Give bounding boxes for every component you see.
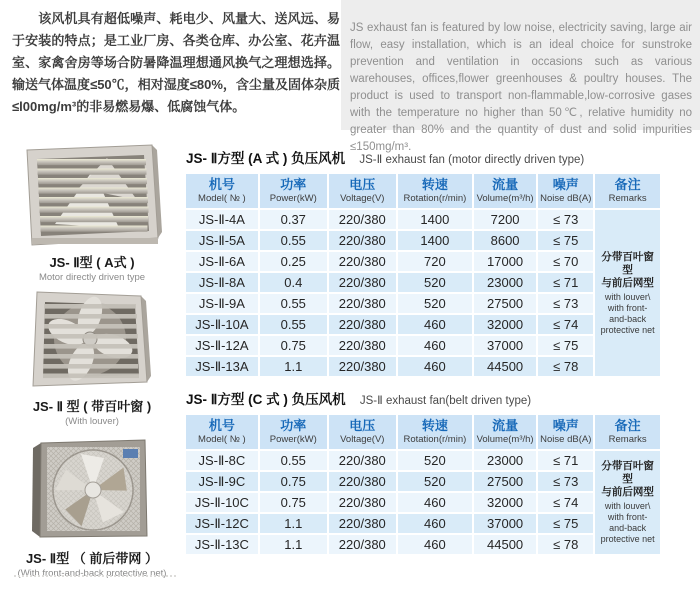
table-c-title [186, 387, 664, 409]
table-row [185, 471, 661, 492]
product-block-a-type [0, 142, 184, 283]
cell-voltage: 220/380 [328, 534, 397, 555]
remarks-line-cn: 与前后网型 [601, 486, 654, 498]
remarks-line-en: with louver\ [604, 291, 651, 302]
column-header-volume: 流量 Volume(m³/h) [473, 173, 537, 209]
cell-volume: 27500 [473, 293, 537, 314]
cell-voltage: 220/380 [328, 272, 397, 293]
table-a-title [186, 146, 664, 168]
fan-image-protective-net [0, 436, 184, 544]
cell-model: JS-Ⅱ-13C [185, 534, 259, 555]
cell-voltage: 220/380 [328, 335, 397, 356]
cell-model: JS-Ⅱ-6A [185, 251, 259, 272]
intro-chinese-paragraph: 该风机具有超低噪声、耗电少、风量大、送风远、易于安装的特点；是工业厂房、各类仓库、办公室、花卉温室、家禽舍房等场合防暑降温理想通风换气之理想选择。输送气体温度≤50℃，相对湿度≤80%，含尘量及固体杂质≤l00mg/m³的非易燃易爆、低腐蚀气体。 [12, 11, 340, 114]
cell-power: 0.37 [259, 209, 328, 230]
product-caption-a-type-en: Motor directly driven type [38, 272, 146, 283]
table-row [185, 356, 661, 377]
fan-image-a-type [0, 142, 184, 248]
cell-volume: 27500 [473, 471, 537, 492]
column-header-power: 功率 Power(kW) [259, 414, 328, 450]
column-header-voltage: 电压 Voltage(V) [328, 173, 397, 209]
cell-model: JS-Ⅱ-9A [185, 293, 259, 314]
table-a-title-en: JS-Ⅱ exhaust fan (motor directly driven type) [359, 154, 585, 166]
cell-noise: ≤ 71 [537, 272, 594, 293]
cell-model: JS-Ⅱ-5A [185, 230, 259, 251]
cell-rotation: 1400 [397, 209, 473, 230]
cell-rotation: 460 [397, 534, 473, 555]
product-caption-protective-net-cn: JS- Ⅱ型 （ 前后带网 ） [25, 551, 159, 566]
cell-rotation: 520 [397, 450, 473, 471]
cell-voltage: 220/380 [328, 450, 397, 471]
cell-noise: ≤ 78 [537, 534, 594, 555]
cell-model: JS-Ⅱ-10C [185, 492, 259, 513]
spec-table-a-type [184, 172, 662, 378]
cell-noise: ≤ 73 [537, 471, 594, 492]
cell-model: JS-Ⅱ-8A [185, 272, 259, 293]
column-header-model: 机号 Model( № ) [185, 414, 259, 450]
column-header-noise: 噪声 Noise dB(A) [537, 414, 594, 450]
remarks-line-en: and-back [609, 313, 647, 324]
cell-rotation: 460 [397, 513, 473, 534]
cell-noise: ≤ 75 [537, 335, 594, 356]
table-row [185, 492, 661, 513]
cell-voltage: 220/380 [328, 492, 397, 513]
column-header-remarks: 备注 Remarks [594, 414, 661, 450]
cell-noise: ≤ 75 [537, 513, 594, 534]
cell-volume: 44500 [473, 534, 537, 555]
cell-rotation: 460 [397, 492, 473, 513]
cell-power: 1.1 [259, 534, 328, 555]
cell-power: 1.1 [259, 356, 328, 377]
column-header-model: 机号 Model( № ) [185, 173, 259, 209]
cell-rotation: 1400 [397, 230, 473, 251]
cell-volume: 32000 [473, 314, 537, 335]
table-a-title-cn: JS- Ⅱ方型 (A 式 ) 负压风机 [186, 151, 346, 166]
remarks-line-cn: 与前后网型 [601, 276, 654, 289]
bottom-dashed-divider [14, 575, 176, 577]
remarks-line-en: protective net [600, 534, 655, 544]
cell-voltage: 220/380 [328, 293, 397, 314]
cell-rotation: 720 [397, 251, 473, 272]
cell-volume: 23000 [473, 272, 537, 293]
remarks-line-en: with louver\ [604, 501, 651, 511]
table-row [185, 272, 661, 293]
cell-volume: 17000 [473, 251, 537, 272]
cell-rotation: 520 [397, 471, 473, 492]
table-header-row [185, 173, 661, 209]
cell-voltage: 220/380 [328, 230, 397, 251]
spec-tables-column [184, 146, 664, 565]
cell-power: 0.75 [259, 335, 328, 356]
cell-voltage: 220/380 [328, 513, 397, 534]
cell-noise: ≤ 73 [537, 209, 594, 230]
cell-voltage: 220/380 [328, 471, 397, 492]
table-row [185, 293, 661, 314]
column-header-rotation: 转速 Rotation(r/min) [397, 173, 473, 209]
remarks-line-en: with front- [607, 302, 648, 313]
table-row [185, 251, 661, 272]
cell-voltage: 220/380 [328, 356, 397, 377]
cell-model: JS-Ⅱ-9C [185, 471, 259, 492]
table-header-row [185, 414, 661, 450]
remarks-line-cn: 分带百叶窗型 [601, 250, 654, 276]
cell-volume: 37000 [473, 335, 537, 356]
cell-voltage: 220/380 [328, 209, 397, 230]
intro-english-panel [341, 0, 700, 153]
table-row [185, 209, 661, 230]
table-row [185, 335, 661, 356]
table-row [185, 314, 661, 335]
cell-rotation: 520 [397, 293, 473, 314]
cell-noise: ≤ 73 [537, 293, 594, 314]
cell-voltage: 220/380 [328, 314, 397, 335]
cell-noise: ≤ 74 [537, 314, 594, 335]
cell-power: 0.25 [259, 251, 328, 272]
cell-volume: 23000 [473, 450, 537, 471]
table-c-title-en: JS-Ⅱ exhaust fan(belt driven type) [359, 395, 532, 407]
table-row [185, 450, 661, 471]
cell-noise: ≤ 70 [537, 251, 594, 272]
intro-english-paragraph: JS exhaust fan is featured by low noise, electricity saving, large air flow, easy installation, which is an ideal choice for sunstroke prevention and ventilation in occasions such as various warehouses, offices,flower greenhouses & poultry houses. The product is used to transport non-flammable,low-corrosive gases with the temperature no higher than 50℃, relative humidity no greater than 80% and the quantity of dust and solid impurities ≤150mg/m³. [350, 22, 692, 153]
column-header-rotation: 转速 Rotation(r/min) [397, 414, 473, 450]
cell-volume: 44500 [473, 356, 537, 377]
fan-mesh-blade-illustration [31, 436, 153, 544]
cell-voltage: 220/380 [328, 251, 397, 272]
cell-remarks [594, 209, 661, 377]
column-header-remarks: 备注 Remarks [594, 173, 661, 209]
cell-power: 0.55 [259, 293, 328, 314]
cell-rotation: 520 [397, 272, 473, 293]
table-c-title-cn: JS- Ⅱ方型 (C 式 ) 负压风机 [186, 392, 346, 407]
cell-power: 0.75 [259, 492, 328, 513]
cell-power: 0.55 [259, 450, 328, 471]
remarks-line-en: with front- [607, 512, 648, 522]
table-row [185, 230, 661, 251]
product-block-with-louver [0, 288, 184, 427]
remarks-line-en: and-back [609, 523, 647, 533]
cell-volume: 8600 [473, 230, 537, 251]
cell-power: 0.4 [259, 272, 328, 293]
fan-image-with-louver [0, 288, 184, 392]
product-caption-a-type-cn: JS- Ⅱ型 ( A式 ) [49, 255, 135, 270]
column-header-voltage: 电压 Voltage(V) [328, 414, 397, 450]
cell-power: 0.75 [259, 471, 328, 492]
product-caption-with-louver-cn: JS- Ⅱ 型 ( 带百叶窗 ) [32, 399, 152, 414]
cell-model: JS-Ⅱ-4A [185, 209, 259, 230]
remarks-line-en: protective net [600, 324, 655, 335]
cell-rotation: 460 [397, 314, 473, 335]
cell-volume: 37000 [473, 513, 537, 534]
cell-model: JS-Ⅱ-13A [185, 356, 259, 377]
cell-volume: 7200 [473, 209, 537, 230]
table-row [185, 513, 661, 534]
cell-noise: ≤ 78 [537, 356, 594, 377]
cell-power: 0.55 [259, 314, 328, 335]
column-header-volume: 流量 Volume(m³/h) [473, 414, 537, 450]
cell-model: JS-Ⅱ-12A [185, 335, 259, 356]
product-block-protective-net [0, 436, 184, 579]
cell-model: JS-Ⅱ-8C [185, 450, 259, 471]
cell-rotation: 460 [397, 335, 473, 356]
fan-louver-blade-illustration [29, 288, 155, 392]
column-header-power: 功率 Power(kW) [259, 173, 328, 209]
cell-volume: 32000 [473, 492, 537, 513]
remarks-line-cn: 分带百叶窗型 [601, 460, 654, 485]
cell-noise: ≤ 75 [537, 230, 594, 251]
cell-power: 1.1 [259, 513, 328, 534]
column-header-noise: 噪声 Noise dB(A) [537, 173, 594, 209]
cell-rotation: 460 [397, 356, 473, 377]
spec-table-c-type [184, 413, 662, 556]
table-row [185, 534, 661, 555]
cell-model: JS-Ⅱ-12C [185, 513, 259, 534]
cell-noise: ≤ 74 [537, 492, 594, 513]
product-caption-with-louver-en: (With louver) [65, 416, 119, 427]
cell-remarks [594, 450, 661, 555]
cell-model: JS-Ⅱ-10A [185, 314, 259, 335]
product-caption-protective-net-en: (With front-and-back protective net) [17, 568, 167, 579]
cell-noise: ≤ 71 [537, 450, 594, 471]
cell-power: 0.55 [259, 230, 328, 251]
fan-louver-illustration [21, 142, 163, 248]
